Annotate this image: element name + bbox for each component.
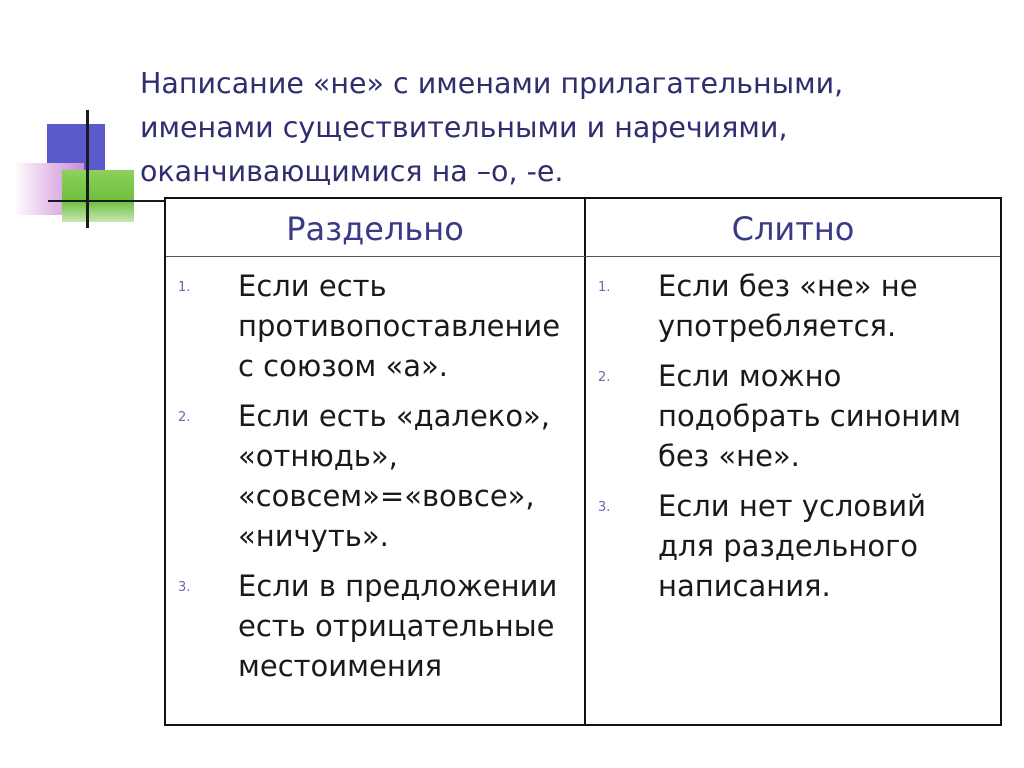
list-item: [176, 266, 576, 386]
separate-rules-list: [176, 266, 576, 696]
list-item: [176, 566, 576, 686]
title-line-3: оканчивающимися на –о, -е.: [140, 155, 564, 188]
item-number: 2.: [598, 370, 611, 385]
title-line-1: Написание «не» с именами прилагательными,: [140, 67, 844, 100]
column-header-together: Слитно: [731, 210, 855, 248]
item-number: 1.: [598, 280, 611, 295]
item-text: Если нет условий для раздельного написания.: [658, 489, 926, 603]
item-text: Если можно подобрать синоним без «не».: [658, 359, 961, 473]
list-item: [596, 266, 996, 346]
list-item: [596, 356, 996, 476]
item-text: Если без «не» не употребляется.: [658, 269, 918, 343]
decor-horizontal-line: [48, 200, 166, 202]
item-text: Если есть противопоставление с союзом «а».: [238, 269, 561, 383]
item-number: 3.: [598, 500, 611, 515]
list-item: [596, 486, 996, 606]
slide-title: [140, 62, 980, 194]
title-line-2: именами существительными и наречиями,: [140, 111, 788, 144]
together-rules-list: [596, 266, 996, 616]
item-number: 1.: [178, 280, 191, 295]
item-text: Если есть «далеко», «отнюдь», «совсем»=«вовсе», «ничуть».: [238, 399, 551, 553]
column-header-separate: Раздельно: [286, 210, 464, 248]
item-number: 3.: [178, 580, 191, 595]
column-divider: [584, 199, 586, 724]
list-item: [176, 396, 576, 556]
rules-table: [164, 197, 1002, 726]
header-divider: [166, 256, 1000, 257]
decor-green-square: [62, 170, 134, 222]
item-text: Если в предложении есть отрицательные местоимения: [238, 569, 558, 683]
decor-vertical-line: [86, 110, 89, 228]
item-number: 2.: [178, 410, 191, 425]
